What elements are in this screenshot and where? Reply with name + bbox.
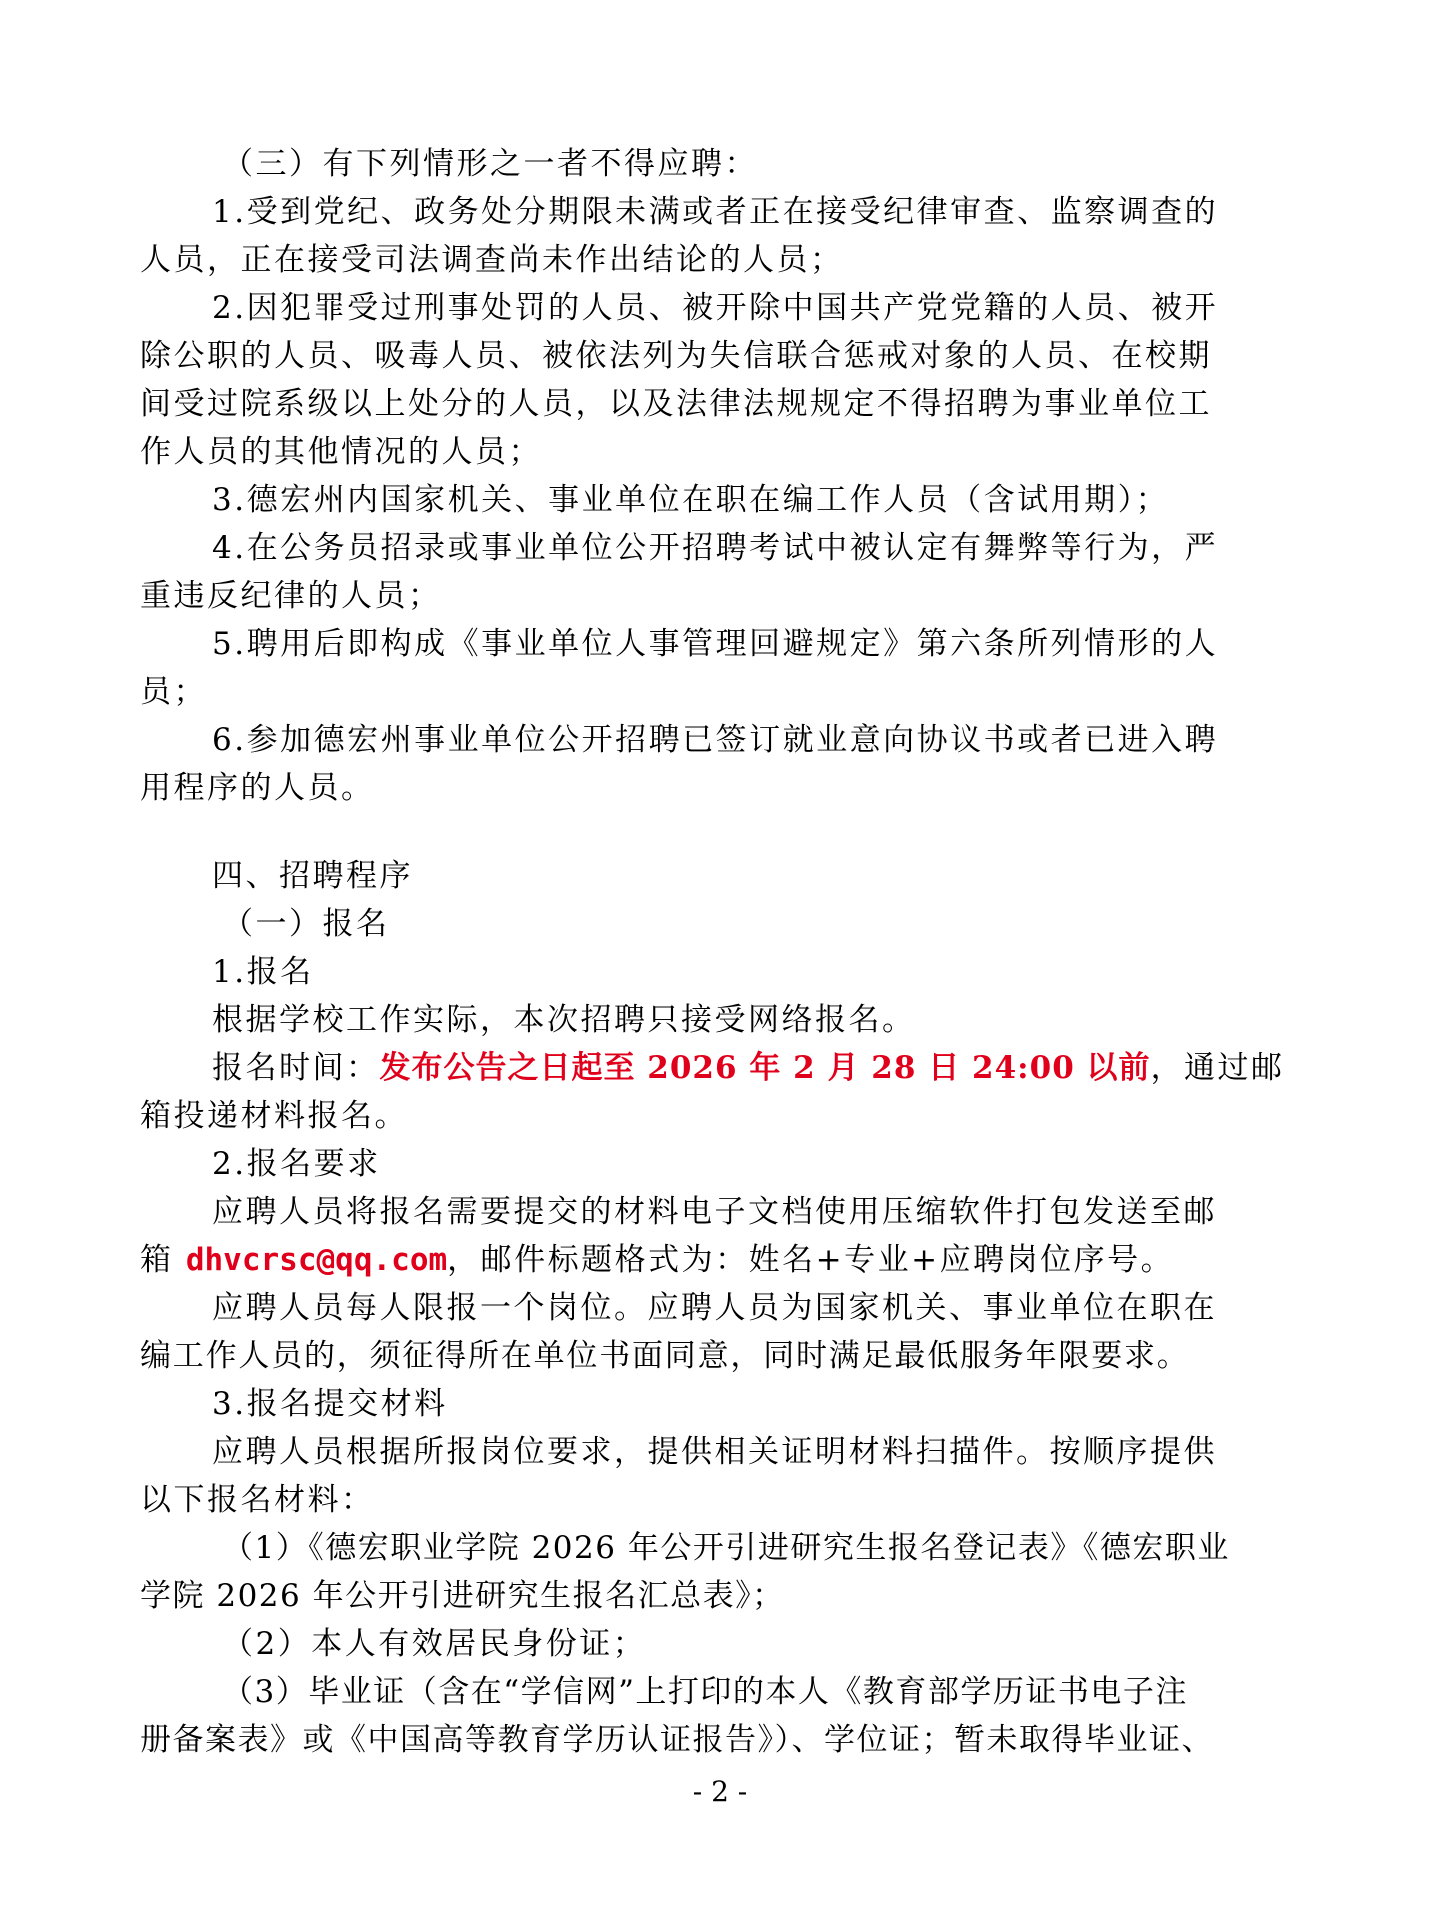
item1-line2: 人员，正在接受司法调查尚未作出结论的人员； bbox=[140, 242, 844, 278]
item5-line2: 员； bbox=[140, 674, 207, 710]
item1-line1: 1.受到党纪、政务处分期限未满或者正在接受纪律审查、监察调查的 bbox=[212, 194, 1219, 230]
material2: （2）本人有效居民身份证； bbox=[222, 1626, 647, 1662]
limit-line1: 应聘人员每人限报一个岗位。应聘人员为国家机关、事业单位在职在 bbox=[212, 1290, 1217, 1326]
requirements-suffix: ，邮件标题格式为：姓名+专业+应聘岗位序号。 bbox=[447, 1242, 1175, 1278]
registration-title: 1.报名 bbox=[212, 954, 314, 990]
item5-line1: 5.聘用后即构成《事业单位人事管理回避规定》第六条所列情形的人 bbox=[212, 626, 1219, 662]
subsection1-heading: （一）报名 bbox=[222, 906, 390, 942]
page-number: - 2 - bbox=[692, 1775, 748, 1808]
section3-heading: （三）有下列情形之一者不得应聘： bbox=[222, 146, 758, 182]
item3-line1: 3.德宏州内国家机关、事业单位在职在编工作人员（含试用期）； bbox=[212, 482, 1170, 518]
material3-line1: （3）毕业证（含在“学信网”上打印的本人《教育部学历证书电子注 bbox=[222, 1674, 1188, 1710]
registration-time-line2: 箱投递材料报名。 bbox=[140, 1098, 408, 1134]
application-email: dhvcrsc@qq.com bbox=[185, 1242, 448, 1278]
requirements-prefix: 箱 bbox=[140, 1242, 186, 1278]
requirements-title: 2.报名要求 bbox=[212, 1146, 381, 1182]
registration-text: 根据学校工作实际，本次招聘只接受网络报名。 bbox=[212, 1002, 916, 1038]
item6-line2: 用程序的人员。 bbox=[140, 770, 375, 806]
material1-line1: （1）《德宏职业学院 2026 年公开引进研究生报名登记表》《德宏职业 bbox=[222, 1530, 1230, 1566]
registration-time-label: 报名时间： bbox=[212, 1050, 380, 1086]
item2-line3: 间受过院系级以上处分的人员，以及法律法规规定不得招聘为事业单位工 bbox=[140, 386, 1212, 422]
registration-time-rest: ，通过邮 bbox=[1150, 1050, 1285, 1086]
registration-time-line bbox=[212, 1044, 1320, 1092]
item4-line1: 4.在公务员招录或事业单位公开招聘考试中被认定有舞弊等行为，严 bbox=[212, 530, 1219, 566]
limit-line2: 编工作人员的，须征得所在单位书面同意，同时满足最低服务年限要求。 bbox=[140, 1338, 1190, 1374]
item6-line1: 6.参加德宏州事业单位公开招聘已签订就业意向协议书或者已进入聘 bbox=[212, 722, 1219, 758]
materials-line2: 以下报名材料： bbox=[140, 1482, 375, 1518]
material1-line2: 学院 2026 年公开引进研究生报名汇总表》； bbox=[140, 1578, 785, 1614]
materials-line1: 应聘人员根据所报岗位要求，提供相关证明材料扫描件。按顺序提供 bbox=[212, 1434, 1217, 1470]
item2-line4: 作人员的其他情况的人员； bbox=[140, 434, 542, 470]
item2-line2: 除公职的人员、吸毒人员、被依法列为失信联合惩戒对象的人员、在校期 bbox=[140, 338, 1212, 374]
section4-heading: 四、招聘程序 bbox=[212, 858, 413, 894]
materials-title: 3.报名提交材料 bbox=[212, 1386, 448, 1422]
material3-line2: 册备案表》或《中国高等教育学历认证报告》）、学位证；暂未取得毕业证、 bbox=[140, 1722, 1214, 1758]
requirements-line2 bbox=[140, 1236, 1320, 1284]
requirements-line1: 应聘人员将报名需要提交的材料电子文档使用压缩软件打包发送至邮 bbox=[212, 1194, 1217, 1230]
item4-line2: 重违反纪律的人员； bbox=[140, 578, 442, 614]
registration-deadline: 发布公告之日起至 2026 年 2 月 28 日 24:00 以前 bbox=[379, 1050, 1151, 1086]
item2-line1: 2.因犯罪受过刑事处罚的人员、被开除中国共产党党籍的人员、被开 bbox=[212, 290, 1219, 326]
